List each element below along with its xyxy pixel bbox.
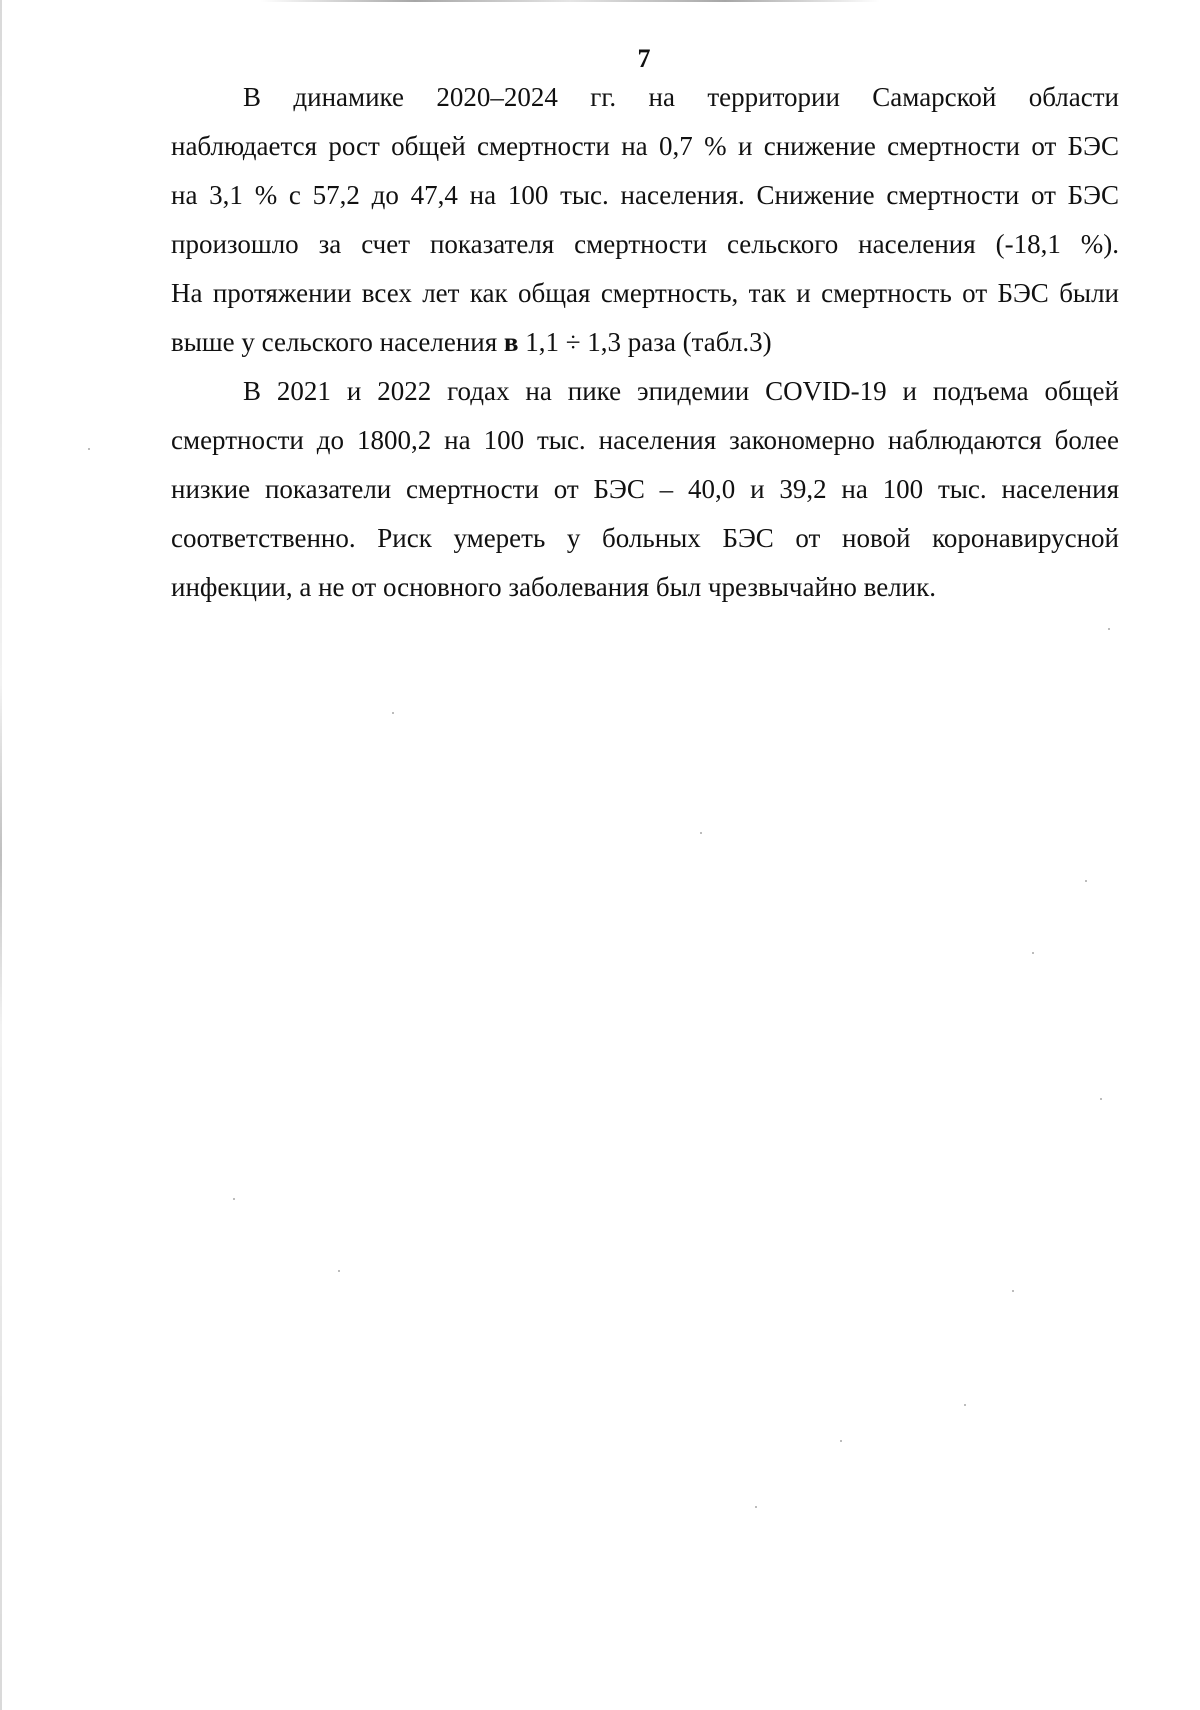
bold-text-run: в: [503, 327, 519, 357]
scan-speck: [840, 1440, 842, 1442]
text-line: [171, 318, 1119, 367]
page-number: 7: [637, 44, 651, 73]
scan-speck: [338, 1270, 340, 1272]
text-line: смертности до 1800,2 на 100 тыс. населения закономерно наблюдаются более: [171, 425, 1119, 455]
text-line: В 2021 и 2022 годах на пике эпидемии COVID-19 и подъема общей: [243, 376, 1119, 406]
paragraph-1: [171, 73, 1119, 367]
text-line: соответственно. Риск умереть у больных БЭС от новой коронавирусной: [171, 523, 1119, 553]
scan-speck: [700, 832, 702, 834]
scan-speck: [1012, 1290, 1014, 1292]
text-line: произошло за счет показателя смертности сельского населения (-18,1 %).: [171, 229, 1119, 259]
scan-speck: [88, 448, 90, 450]
paragraph-2: [171, 367, 1119, 612]
scan-speck: [755, 1506, 757, 1508]
scan-speck: [1085, 880, 1087, 882]
text-line: инфекции, а не от основного заболевания был чрезвычайно велик.: [171, 572, 936, 602]
scan-speck: [964, 1404, 966, 1406]
text-line: низкие показатели смертности от БЭС – 40,0 и 39,2 на 100 тыс. населения: [171, 474, 1119, 504]
text-run: 1,1 ÷ 1,3 раза (табл.3): [518, 327, 772, 357]
scan-speck: [1100, 1098, 1102, 1100]
text-line: наблюдается рост общей смертности на 0,7 % и снижение смертности от БЭС: [171, 131, 1119, 161]
body-text: [171, 73, 1119, 612]
text-line: В динамике 2020–2024 гг. на территории Самарской области: [243, 82, 1119, 112]
scan-edge-artifact: [260, 0, 880, 2]
text-line: На протяжении всех лет как общая смертность, так и смертность от БЭС были: [171, 278, 1119, 308]
text-run: выше у сельского населения: [171, 327, 504, 357]
scan-speck: [1032, 952, 1034, 954]
scan-speck: [392, 712, 394, 714]
scan-speck: [1108, 628, 1110, 630]
text-line: на 3,1 % с 57,2 до 47,4 на 100 тыс. населения. Снижение смертности от БЭС: [171, 180, 1119, 210]
scan-edge-artifact: [0, 0, 2, 1710]
scan-speck: [233, 1198, 235, 1200]
